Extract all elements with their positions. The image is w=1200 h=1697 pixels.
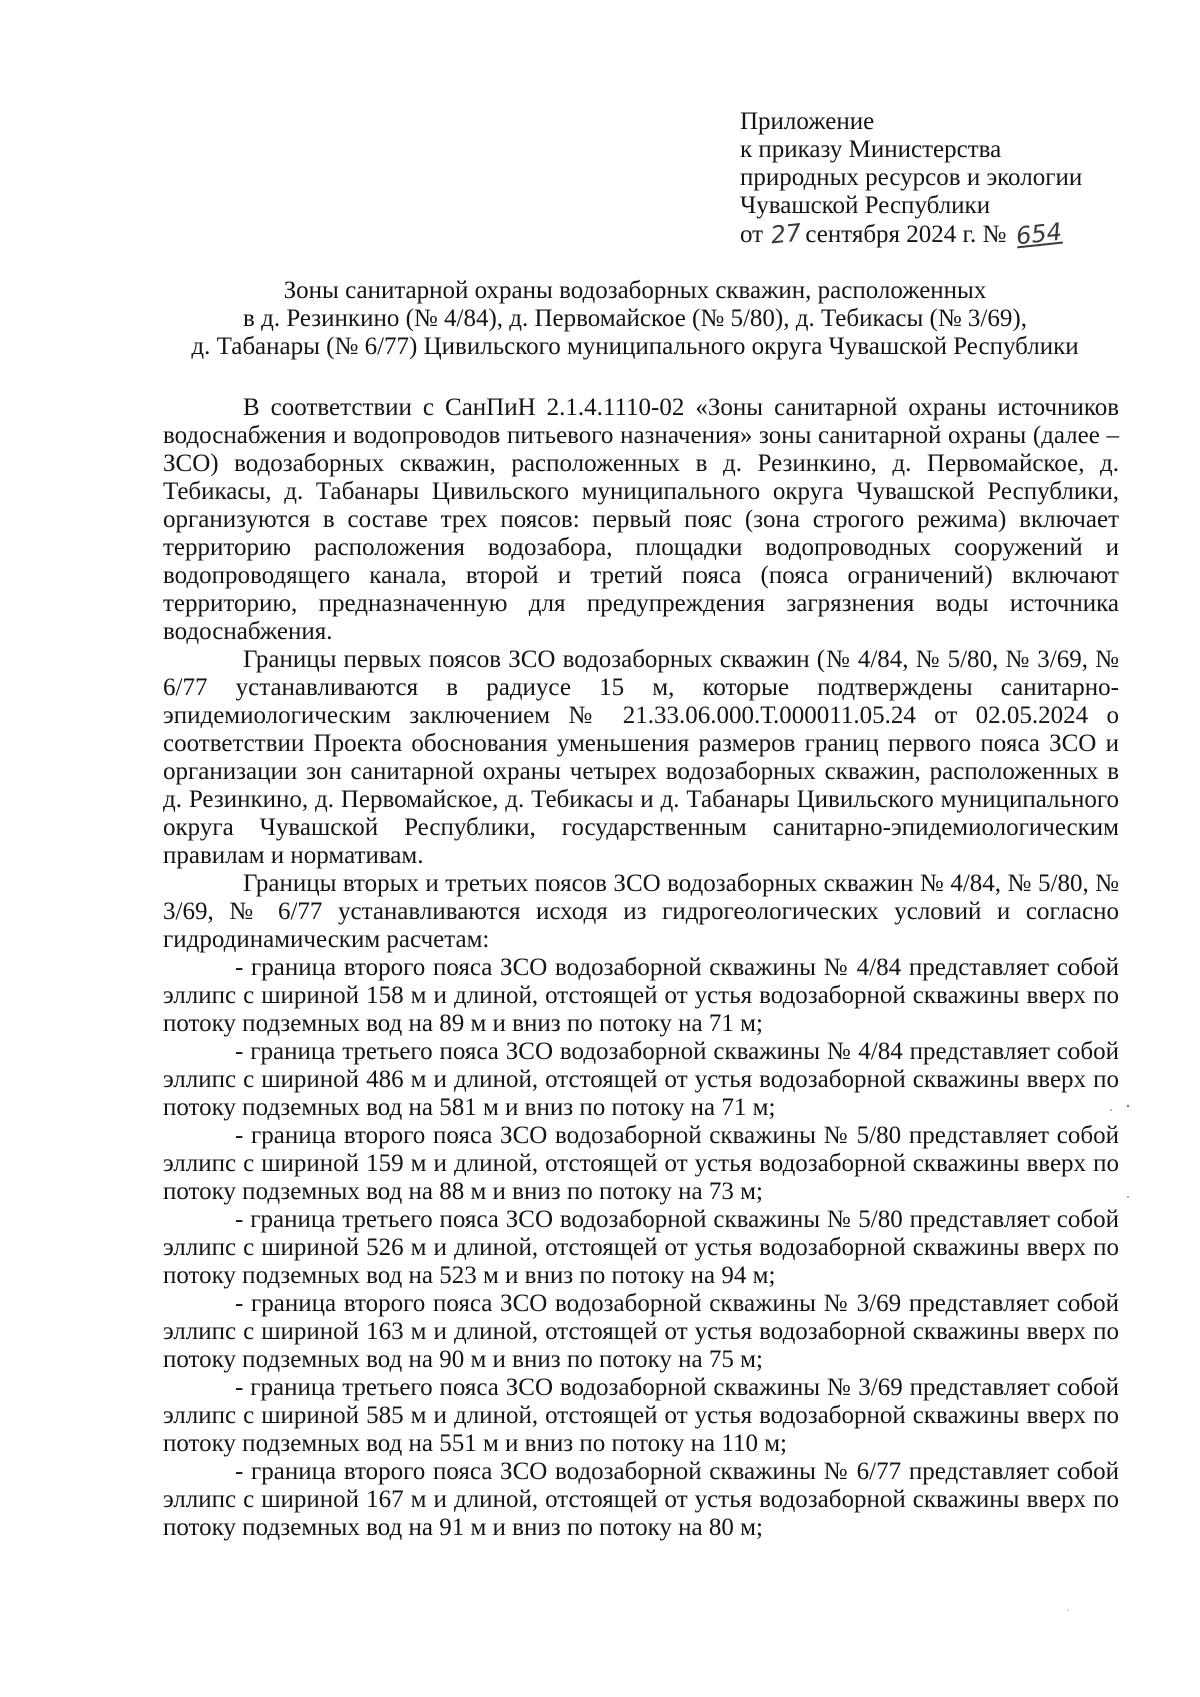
list-item: - граница третьего пояса ЗСО водозаборной скважины № 4/84 представляет собой эллипс с шириной 486 м и длиной, отстоящей от устья водозаборной скважины вверх по потоку подземных вод на 581 м и вниз по потоку на 71 м; — [163, 1038, 1119, 1121]
document-body — [163, 394, 1119, 1542]
document-title — [140, 277, 1130, 361]
date-prefix: от — [740, 221, 764, 248]
handwritten-order-number: 654 — [1015, 217, 1064, 251]
date-rest: сентября 2024 г. № — [805, 221, 1007, 248]
paragraph-second-third-belts: Границы вторых и третьих поясов ЗСО водозаборных скважин № 4/84, № 5/80, № 3/69, № 6/77 устанавливаются исходя из гидрогеологических условий и согласно гидродинамическим расчетам: — [163, 870, 1119, 953]
title-line-1: Зоны санитарной охраны водозаборных скважин, расположенных — [283, 277, 987, 304]
list-item: - граница второго пояса ЗСО водозаборной скважины № 3/69 представляет собой эллипс с шириной 163 м и длиной, отстоящей от устья водозаборной скважины вверх по потоку подземных вод на 90 м и вниз по потоку на 75 м; — [163, 1290, 1119, 1373]
appendix-block — [740, 108, 1082, 249]
appendix-line-3: природных ресурсов и экологии — [740, 164, 1083, 191]
handwritten-day: 27 — [769, 218, 804, 250]
list-item: - граница третьего пояса ЗСО водозаборной скважины № 3/69 представляет собой эллипс с шириной 585 м и длиной, отстоящей от устья водозаборной скважины вверх по потоку подземных вод на 551 м и вниз по потоку на 110 м; — [163, 1374, 1119, 1457]
appendix-line-4: Чувашской Республики — [740, 192, 991, 219]
title-line-3: д. Табанары (№ 6/77) Цивильского муниципального округа Чувашской Республики — [191, 333, 1079, 360]
list-item: - граница второго пояса ЗСО водозаборной скважины № 4/84 представляет собой эллипс с шириной 158 м и длиной, отстоящей от устья водозаборной скважины вверх по потоку подземных вод на 89 м и вниз по потоку на 71 м; — [163, 954, 1119, 1037]
title-line-2: в д. Резинкино (№ 4/84), д. Первомайское (№ 5/80), д. Тебикасы (№ 3/69), — [243, 305, 1027, 332]
paragraph-intro: В соответствии с СанПиН 2.1.4.1110-02 «Зоны санитарной охраны источников водоснабжения и водопроводов питьевого назначения» зоны санитарной охраны (далее – ЗСО) водозаборных скважин, расположенных в д. Резинкино, д. Первомайское, д. Тебикасы, д. Табанары Цивильского муниципального округа Чувашской Республики, организуются в составе трех поясов: первый пояс (зона строгого режима) включает территорию расположения водозабора, площадки водопроводных сооружений и водопроводящего канала, второй и третий пояса (пояса ограничений) включают территорию, предназначенную для предупреждения загрязнения воды источника водоснабжения. — [163, 394, 1119, 645]
appendix-line-2: к приказу Министерства — [740, 136, 1002, 163]
list-item: - граница второго пояса ЗСО водозаборной скважины № 5/80 представляет собой эллипс с шириной 159 м и длиной, отстоящей от устья водозаборной скважины вверх по потоку подземных вод на 88 м и вниз по потоку на 73 м; — [163, 1122, 1119, 1205]
list-item: - граница третьего пояса ЗСО водозаборной скважины № 5/80 представляет собой эллипс с шириной 526 м и длиной, отстоящей от устья водозаборной скважины вверх по потоку подземных вод на 523 м и вниз по потоку на 94 м; — [163, 1206, 1119, 1289]
paragraph-first-belts: Границы первых поясов ЗСО водозаборных скважин (№ 4/84, № 5/80, № 3/69, № 6/77 устанавливаются в радиусе 15 м, которые подтверждены санитарно-эпидемиологическим заключением № 21.33.06.000.Т.000011.05.24 от 02.05.2024 о соответствии Проекта обоснования уменьшения размеров границ первого пояса ЗСО и организации зон санитарной охраны четырех водозаборных скважин, расположенных в д. Резинкино, д. Первомайское, д. Тебикасы и д. Табанары Цивильского муниципального округа Чувашской Республики, государственным санитарно-эпидемиологическим правилам и нормативам. — [163, 646, 1119, 869]
appendix-date-line — [740, 217, 1082, 251]
list-item: - граница второго пояса ЗСО водозаборной скважины № 6/77 представляет собой эллипс с шириной 167 м и длиной, отстоящей от устья водозаборной скважины вверх по потоку подземных вод на 91 м и вниз по потоку на 80 м; — [163, 1458, 1119, 1541]
appendix-line-1: Приложение — [740, 108, 875, 135]
